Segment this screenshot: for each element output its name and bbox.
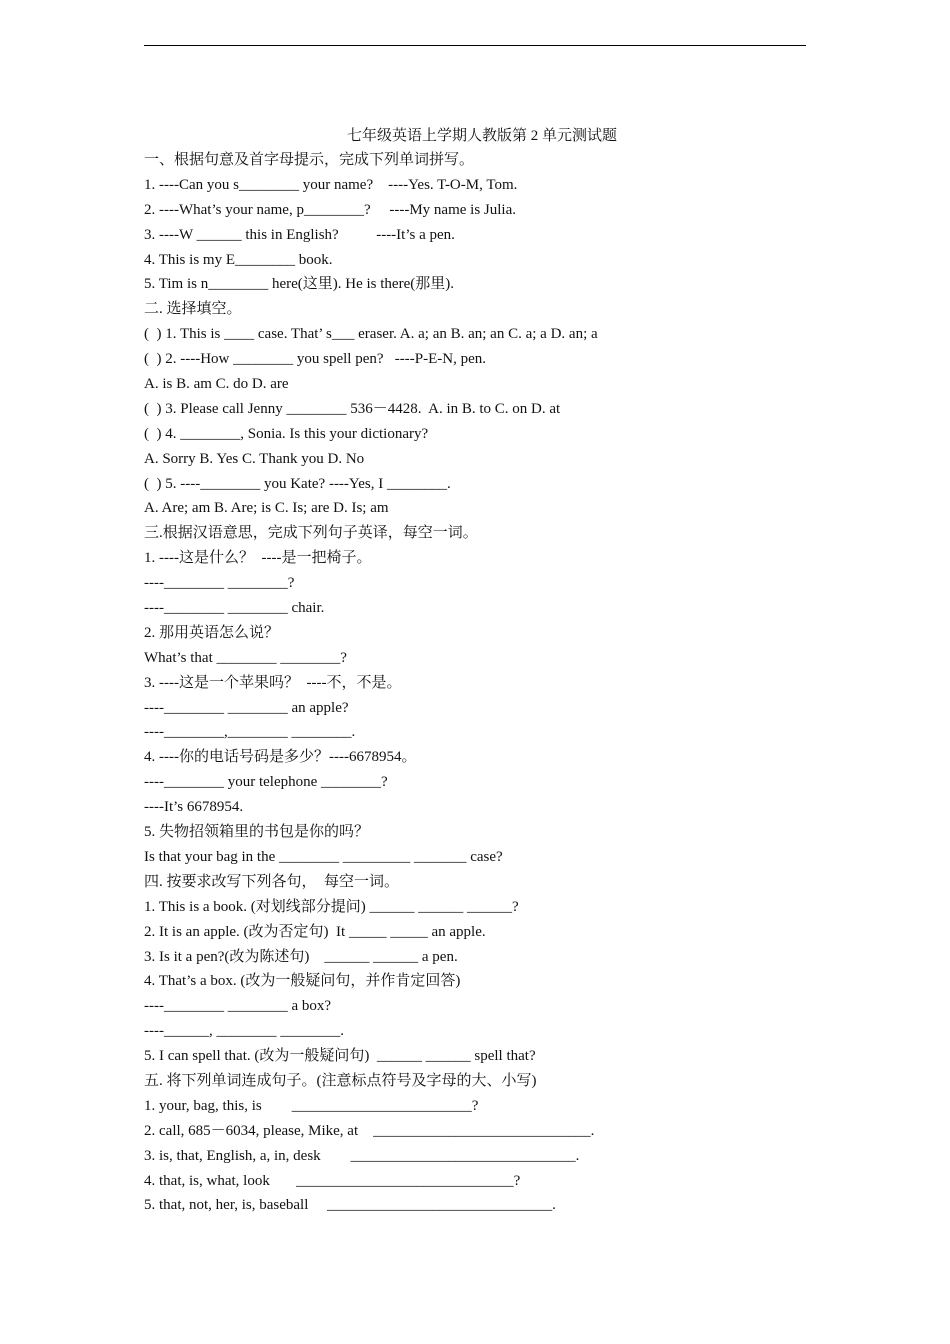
question-line: 1. your, bag, this, is ________________________? [144, 1097, 479, 1114]
answer-line: What’s that ________ ________? [144, 649, 347, 666]
answer-line: ----________ ________ chair. [144, 600, 325, 617]
question-line: 2. ----What’s your name, p________? ----My name is Julia. [144, 201, 516, 218]
question-line: 3. ----W ______ this in English? ----It’s a pen. [144, 226, 455, 243]
section-2-heading: 二. 选择填空。 [144, 301, 242, 318]
section-3-heading: 三.根据汉语意思，完成下列句子英译，每空一词。 [144, 525, 478, 542]
question-line: 2. 那用英语怎么说？ [144, 624, 280, 641]
question-line: 1. ----这是什么？ ----是一把椅子。 [144, 550, 372, 567]
answer-line: ----________ ________ a box? [144, 998, 332, 1015]
answer-line: ----______, ________ ________. [144, 1023, 344, 1040]
question-line: 4. That’s a box. (改为一般疑问句，并作肯定回答) [144, 973, 461, 990]
question-line: 5. 失物招领箱里的书包是你的吗？ [144, 824, 370, 841]
question-line: ( ) 4. ________, Sonia. Is this your dictionary? [144, 425, 429, 442]
options-line: A. is B. am C. do D. are [144, 376, 289, 393]
question-line: 5. that, not, her, is, baseball ______________________________. [144, 1197, 556, 1214]
question-line: 4. This is my E________ book. [144, 251, 333, 268]
answer-line: ----________ your telephone ________? [144, 774, 388, 791]
question-line: 3. is, that, English, a, in, desk ______________________________. [144, 1147, 580, 1164]
question-line: ( ) 3. Please call Jenny ________ 536－4428. A. in B. to C. on D. at [144, 400, 561, 417]
answer-line: ----________,________ ________. [144, 724, 356, 741]
options-line: A. Are; am B. Are; is C. Is; are D. Is; am [144, 500, 389, 517]
document-body [144, 124, 806, 1218]
options-line: A. Sorry B. Yes C. Thank you D. No [144, 450, 365, 467]
answer-line: ----________ ________ an apple? [144, 699, 349, 716]
answer-line: Is that your bag in the ________ _________ _______ case? [144, 848, 503, 865]
section-5-heading: 五. 将下列单词连成句子。(注意标点符号及字母的大、小写) [144, 1072, 537, 1089]
section-1-heading: 一、根据句意及首字母提示，完成下列单词拼写。 [144, 152, 475, 168]
question-line: 2. call, 685－6034, please, Mike, at _____________________________. [144, 1122, 595, 1139]
question-line: ( ) 1. This is ____ case. That’ s___ eraser. A. a; an B. an; an C. a; a D. an; a [144, 326, 598, 343]
question-line: ( ) 5. ----________ you Kate? ----Yes, I ________. [144, 475, 451, 492]
question-line: 2. It is an apple. (改为否定句) It _____ _____ an apple. [144, 923, 486, 940]
question-line: 4. that, is, what, look _____________________________? [144, 1172, 521, 1189]
question-line: 5. Tim is n________ here(这里). He is there(那里). [144, 276, 454, 293]
section-4-heading: 四. 按要求改写下列各句， 每空一词。 [144, 873, 400, 890]
question-line: 3. Is it a pen?(改为陈述句) ______ ______ a pen. [144, 948, 458, 965]
question-line: 1. This is a book. (对划线部分提问) ______ ______ ______? [144, 898, 519, 915]
document-title: 七年级英语上学期人教版第 2 单元测试题 [346, 128, 617, 144]
header-rule [144, 45, 806, 46]
question-line: 3. ----这是一个苹果吗？ ----不，不是。 [144, 674, 402, 691]
question-line: ( ) 2. ----How ________ you spell pen? ----P-E-N, pen. [144, 351, 486, 368]
question-line: 4. ----你的电话号码是多少？----6678954。 [144, 749, 417, 766]
answer-line: ----________ ________? [144, 575, 295, 592]
question-line: 5. I can spell that. (改为一般疑问句) ______ ______ spell that? [144, 1048, 536, 1065]
question-line: 1. ----Can you s________ your name? ----Yes. T-O-M, Tom. [144, 176, 518, 193]
answer-line: ----It’s 6678954. [144, 799, 244, 816]
